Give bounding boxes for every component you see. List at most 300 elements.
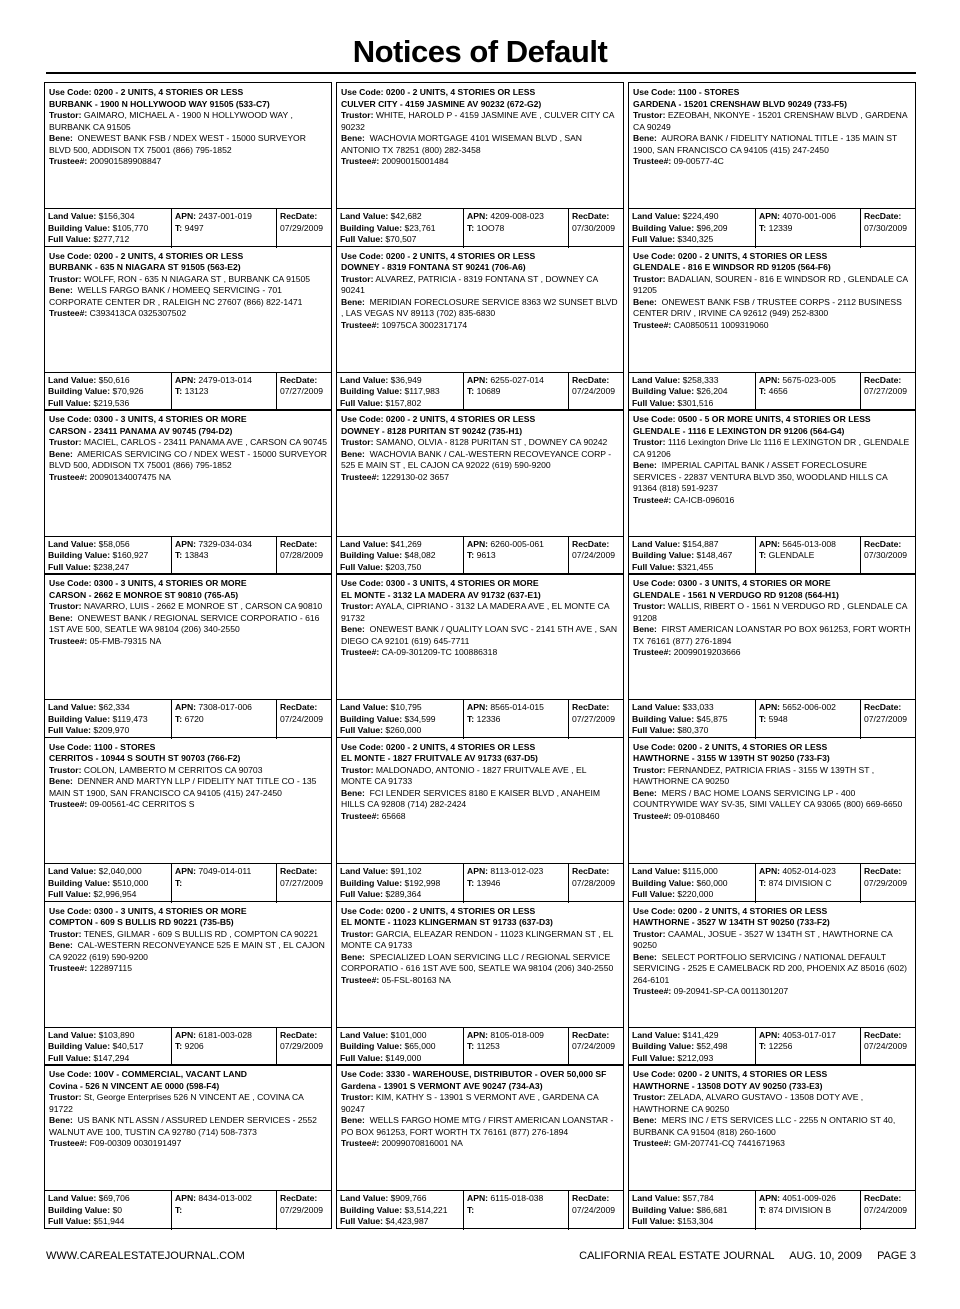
footer-website[interactable]: WWW.CAREALESTATEJOURNAL.COM — [46, 1250, 245, 1262]
t-line — [175, 878, 273, 890]
notice-card — [628, 246, 916, 411]
full-value: $2,996,954 — [93, 889, 137, 900]
use-code: Use Code: 3330 - WAREHOUSE, DISTRIBUTOR - OVER 50,000 SF — [341, 1069, 607, 1080]
use-code: Use Code: 0300 - 3 UNITS, 4 STORIES OR MORE — [341, 578, 539, 589]
property-headline: DOWNEY - 8319 FONTANA ST 90241 (706-A6) — [341, 262, 526, 273]
trustee-line — [49, 799, 327, 811]
trustor-value: FERNANDEZ, PATRICIA FRIAS - 3155 W 139TH ST , HAWTHORNE CA 90250 — [633, 764, 875, 787]
recdate-value: 07/27/2009 — [280, 877, 324, 888]
apn-value: 5652-006-002 — [782, 702, 836, 713]
notice-card — [628, 1064, 916, 1229]
notice-body — [45, 410, 331, 535]
use-code: Use Code: 0500 - 5 OR MORE UNITS, 4 STORIES OR LESS — [633, 414, 871, 425]
land-label: Land Value: — [48, 538, 97, 549]
t-value: 6720 — [184, 713, 204, 724]
use-code: Use Code: 100V - COMMERCIAL, VACANT LAND — [49, 1069, 247, 1080]
trustee-line — [633, 811, 911, 823]
notice-card — [44, 246, 332, 411]
apn-line — [759, 702, 857, 714]
recdate-value: 07/27/2009 — [572, 713, 616, 724]
full-value-line — [48, 1216, 168, 1228]
notice-card — [336, 246, 624, 411]
trustee-value: 1229130-02 3657 — [381, 471, 449, 482]
land-value-line — [632, 539, 752, 551]
recdate-cell — [276, 209, 331, 248]
building-label: Building Value: — [340, 386, 403, 397]
page-title: Notices of Default — [352, 34, 608, 69]
building-value-line — [632, 1041, 752, 1053]
notice-card — [628, 409, 916, 574]
recdate-label-text: RecDate: — [280, 1193, 318, 1204]
building-label: Building Value: — [48, 1041, 111, 1052]
trustee-label: Trustee#: — [341, 974, 380, 985]
building-value-line — [340, 550, 460, 562]
recdate-label-text: RecDate: — [864, 1193, 902, 1204]
use-code: Use Code: 0200 - 2 UNITS, 4 STORIES OR LESS — [49, 250, 244, 261]
t-value: 9613 — [476, 550, 496, 561]
footer — [46, 1250, 916, 1262]
bene-line — [633, 952, 911, 987]
land-label: Land Value: — [632, 211, 681, 222]
full-label: Full Value: — [48, 725, 91, 736]
t-line — [759, 550, 857, 562]
recdate-label-text: RecDate: — [280, 211, 318, 222]
land-value-line — [340, 1193, 460, 1205]
t-value: 5948 — [768, 713, 788, 724]
apn-value: 4051-009-026 — [782, 1193, 836, 1204]
values-row — [45, 372, 331, 410]
recdate-label-text: RecDate: — [572, 1029, 610, 1040]
recdate-cell — [568, 537, 623, 576]
trustor-line — [49, 110, 327, 133]
apn-value: 2437-001-019 — [198, 211, 252, 222]
apn-label: APN: — [467, 211, 489, 222]
trustor-line — [341, 110, 619, 133]
full-label: Full Value: — [632, 1052, 675, 1063]
trustee-value: 09-0108460 — [673, 810, 720, 821]
recdate-cell — [276, 537, 331, 576]
building-value: $70,926 — [112, 386, 144, 397]
full-label: Full Value: — [340, 725, 383, 736]
recdate-value: 07/24/2009 — [864, 1204, 908, 1215]
recdate-value: 07/29/2009 — [280, 1204, 324, 1215]
bene-value: ONEWEST BANK / REGIONAL SERVICE CORPORATIO - 616 1ST AVE 500, SEATLE WA 98104 (206) 340-2550 — [49, 612, 320, 635]
values-cell — [45, 1191, 171, 1230]
t-line — [467, 1041, 565, 1053]
building-value-line — [632, 1205, 752, 1217]
values-cell — [337, 537, 463, 576]
building-value: $119,473 — [112, 713, 148, 724]
trustor-value: KIM, KATHY S - 13901 S VERMONT AVE , GARDENA CA 90247 — [341, 1092, 599, 1114]
t-label: T: — [175, 713, 183, 724]
recdate-value: 07/29/2009 — [280, 1041, 324, 1052]
full-value-line — [340, 1053, 460, 1065]
bene-value: DENNER AND MARTYN LLP / FIDELITY NAT TITLE CO - 135 MAIN ST 1900, SAN FRANCISCO CA 94105 (415) 247-2450 — [49, 776, 317, 798]
apn-line — [759, 375, 857, 387]
use-code: Use Code: 0200 - 2 UNITS, 4 STORIES OR LESS — [341, 87, 536, 97]
notice-body — [45, 902, 331, 1027]
apn-label: APN: — [467, 1029, 489, 1040]
recdate-label — [572, 702, 620, 714]
values-cell — [629, 373, 755, 412]
use-code: Use Code: 0200 - 2 UNITS, 4 STORIES OR LESS — [49, 87, 244, 97]
recdate-value: 07/28/2009 — [572, 877, 616, 888]
building-value-line — [632, 878, 752, 890]
t-line — [175, 223, 273, 235]
building-value-line — [340, 1205, 460, 1217]
trustee-label: Trustee#: — [49, 156, 88, 166]
bene-value: WELLS FARGO HOME MTG / FIRST AMERICAN LOANSTAR - PO BOX 961253, FORT WORTH TX 76161 (877) 276-1894 — [341, 1115, 614, 1137]
full-value-line — [340, 889, 460, 901]
apn-line — [467, 375, 565, 387]
property-headline: GARDENA - 15201 CRENSHAW BLVD 90249 (733-F5) — [633, 98, 847, 109]
building-value-line — [340, 714, 460, 726]
building-label: Building Value: — [48, 877, 111, 888]
recdate-cell — [276, 864, 331, 903]
full-value: $321,455 — [677, 561, 714, 572]
trustor-line — [633, 929, 911, 952]
full-value: $209,970 — [93, 725, 130, 736]
trustee-value: 20099070816001 NA — [381, 1138, 463, 1149]
notice-card — [44, 82, 332, 247]
t-label: T: — [467, 713, 475, 724]
bene-line — [341, 788, 619, 811]
trustee-line — [341, 975, 619, 987]
apn-line — [175, 1193, 273, 1205]
apn-value: 5675-023-005 — [782, 374, 836, 385]
values-row — [337, 863, 623, 901]
bene-line — [49, 449, 327, 472]
trustee-value: 09-20941-SP-CA 0011301207 — [673, 986, 789, 997]
notice-card — [628, 82, 916, 247]
recdate-label-text: RecDate: — [280, 1029, 318, 1040]
full-label: Full Value: — [48, 1216, 91, 1227]
trustee-line — [49, 156, 327, 168]
building-value-line — [632, 714, 752, 726]
trustee-label: Trustee#: — [633, 1138, 672, 1149]
bene-line — [633, 788, 911, 811]
bene-line — [633, 133, 911, 156]
bene-value: AURORA BANK / FIDELITY NATIONAL TITLE - 135 MAIN ST 1900, SAN FRANCISCO CA 94105 (415) 247-2450 — [633, 133, 898, 155]
full-value-line — [340, 725, 460, 737]
values-row — [45, 1190, 331, 1228]
land-value: $909,766 — [390, 1193, 427, 1204]
apn-value: 4053-017-017 — [782, 1029, 836, 1040]
full-value-line — [632, 562, 752, 574]
full-value: $301,516 — [677, 397, 714, 408]
building-value-line — [340, 223, 460, 235]
notice-grid — [44, 82, 916, 1228]
property-headline: BURBANK - 635 N NIAGARA ST 91505 (563-E2) — [49, 262, 241, 273]
trustor-value: AYALA, CIPRIANO - 3132 LA MADERA AVE , EL MONTE CA 91732 — [341, 601, 610, 623]
apn-line — [759, 211, 857, 223]
recdate-cell — [860, 700, 915, 739]
bene-value: WACHOVIA BANK / CAL-WESTERN RECOVEYANCE CORP - 525 E MAIN ST , EL CAJON CA 92022 (619) 590-9200 — [341, 448, 612, 471]
apn-value: 7049-014-011 — [198, 866, 252, 877]
trustor-line — [633, 110, 911, 133]
apn-cell — [171, 373, 276, 412]
building-value-line — [340, 1041, 460, 1053]
trustor-line — [49, 601, 327, 613]
trustee-value: CA0850511 1009319060 — [673, 319, 769, 330]
t-value: 12256 — [768, 1041, 793, 1052]
full-value-line — [632, 889, 752, 901]
apn-line — [467, 702, 565, 714]
full-value: $157,802 — [385, 397, 422, 408]
building-label: Building Value: — [340, 1041, 403, 1052]
recdate-label — [280, 1030, 328, 1042]
trustor-line — [49, 765, 327, 777]
property-headline: CARSON - 2662 E MONROE ST 90810 (765-A5) — [49, 589, 239, 600]
recdate-cell — [568, 1028, 623, 1067]
trustor-label: Trustor: — [633, 601, 666, 612]
t-label: T: — [467, 1204, 475, 1215]
t-label: T: — [467, 550, 475, 561]
recdate-cell — [276, 1028, 331, 1067]
land-label: Land Value: — [340, 866, 389, 877]
values-cell — [337, 1191, 463, 1230]
trustor-label: Trustor: — [633, 764, 666, 775]
trustor-label: Trustor: — [341, 764, 374, 775]
t-value: 13946 — [476, 877, 501, 888]
full-label: Full Value: — [340, 889, 383, 900]
full-value: $153,304 — [677, 1216, 714, 1227]
property-headline: GLENDALE - 1116 E LEXINGTON DR 91206 (564-G4) — [633, 425, 845, 436]
trustee-line — [49, 1138, 327, 1150]
t-line — [175, 1205, 273, 1217]
use-code: Use Code: 1100 - STORES — [49, 741, 156, 752]
notice-card — [628, 901, 916, 1066]
apn-label: APN: — [759, 1193, 781, 1204]
apn-line — [175, 539, 273, 551]
notice-body — [45, 83, 331, 208]
t-value: 12339 — [768, 222, 793, 233]
apn-value: 6255-027-014 — [490, 374, 544, 385]
land-value: $42,682 — [390, 211, 422, 222]
t-line — [467, 223, 565, 235]
land-value: $2,040,000 — [98, 866, 142, 877]
apn-line — [759, 866, 857, 878]
values-row — [629, 1190, 915, 1228]
values-cell — [337, 700, 463, 739]
t-label: T: — [175, 1041, 183, 1052]
notice-card — [336, 409, 624, 574]
building-value: $34,599 — [404, 713, 436, 724]
notice-card — [44, 409, 332, 574]
apn-line — [467, 211, 565, 223]
bene-line — [633, 1115, 911, 1138]
land-value-line — [632, 1193, 752, 1205]
trustor-label: Trustor: — [49, 273, 82, 284]
land-label: Land Value: — [632, 702, 681, 713]
property-headline: EL MONTE - 3132 LA MADERA AV 91732 (637-E1) — [341, 589, 541, 600]
recdate-value: 07/24/2009 — [572, 1041, 616, 1052]
trustee-label: Trustee#: — [341, 1138, 380, 1149]
values-row — [629, 699, 915, 737]
values-row — [45, 208, 331, 246]
building-label: Building Value: — [632, 550, 695, 561]
notice-card — [44, 737, 332, 902]
building-label: Building Value: — [340, 550, 403, 561]
recdate-label — [864, 702, 912, 714]
bene-value: WELLS FARGO BANK / HOMEEQ SERVICING - 701 CORPORATE CENTER DR , RALEIGH NC 27607 (866) 822-1471 — [49, 285, 303, 307]
t-label: T: — [467, 222, 475, 233]
trustor-label: Trustor: — [341, 273, 374, 284]
building-value-line — [340, 386, 460, 398]
recdate-label-text: RecDate: — [864, 211, 902, 222]
values-row — [337, 372, 623, 410]
t-label: T: — [759, 877, 767, 888]
land-value-line — [632, 702, 752, 714]
building-value: $40,517 — [112, 1041, 144, 1052]
use-code: Use Code: 0200 - 2 UNITS, 4 STORIES OR LESS — [341, 741, 536, 752]
full-label: Full Value: — [632, 725, 675, 736]
trustee-label: Trustee#: — [341, 810, 380, 821]
values-row — [629, 1027, 915, 1065]
trustee-label: Trustee#: — [633, 156, 672, 166]
property-headline: CULVER CITY - 4159 JASMINE AV 90232 (672-G2) — [341, 98, 542, 109]
recdate-label — [280, 866, 328, 878]
recdate-label-text: RecDate: — [864, 702, 902, 713]
bene-value: ONEWEST BANK FSB / NDEX WEST - 15000 SURVEYOR BLVD 500, ADDISON TX 75001 (866) 795-1852 — [49, 133, 306, 155]
t-value: 1OO78 — [476, 222, 505, 233]
apn-label: APN: — [759, 1029, 781, 1040]
building-value-line — [48, 1041, 168, 1053]
t-label: T: — [175, 386, 183, 397]
values-cell — [629, 864, 755, 903]
notice-body — [629, 83, 915, 208]
apn-value: 4070-001-006 — [782, 211, 836, 222]
trustee-label: Trustee#: — [633, 319, 672, 330]
trustee-value: CA-09-301209-TC 100886318 — [381, 647, 498, 658]
bene-label: Bene: — [633, 1115, 657, 1126]
bene-label: Bene: — [341, 448, 365, 459]
apn-cell — [755, 537, 860, 576]
notice-body — [45, 738, 331, 863]
land-value: $10,795 — [390, 702, 422, 713]
recdate-label — [864, 375, 912, 387]
recdate-value: 07/27/2009 — [864, 386, 908, 397]
land-label: Land Value: — [48, 702, 97, 713]
t-line — [467, 714, 565, 726]
land-label: Land Value: — [48, 211, 97, 222]
recdate-label — [864, 211, 912, 223]
full-label: Full Value: — [632, 397, 675, 408]
recdate-value: 07/24/2009 — [572, 550, 616, 561]
recdate-value: 07/29/2009 — [864, 877, 908, 888]
full-value-line — [340, 398, 460, 410]
values-row — [337, 208, 623, 246]
trustee-line — [633, 156, 911, 168]
use-code: Use Code: 0300 - 3 UNITS, 4 STORIES OR MORE — [49, 414, 247, 425]
trustor-line — [49, 437, 327, 449]
building-value-line — [48, 878, 168, 890]
notice-body — [629, 410, 915, 535]
building-value-line — [48, 550, 168, 562]
apn-line — [467, 866, 565, 878]
trustee-label: Trustee#: — [341, 647, 380, 658]
building-value: $52,498 — [696, 1041, 728, 1052]
apn-value: 5645-013-008 — [782, 538, 836, 549]
bene-label: Bene: — [633, 133, 657, 143]
land-label: Land Value: — [340, 211, 389, 222]
land-value: $58,056 — [98, 538, 130, 549]
trustor-line — [341, 765, 619, 788]
trustor-value: EZEOBAH, NKONYE - 15201 CRENSHAW BLVD , GARDENA CA 90249 — [633, 110, 908, 132]
apn-label: APN: — [467, 374, 489, 385]
recdate-label-text: RecDate: — [280, 538, 318, 549]
recdate-value: 07/24/2009 — [572, 1204, 616, 1215]
building-label: Building Value: — [632, 1204, 695, 1215]
apn-value: 6181-003-028 — [198, 1029, 252, 1040]
trustor-label: Trustor: — [341, 928, 374, 939]
t-label: T: — [759, 1041, 767, 1052]
values-cell — [629, 537, 755, 576]
building-value: $23,761 — [404, 222, 436, 233]
trustor-label: Trustor: — [49, 764, 82, 775]
t-value: 13123 — [184, 386, 209, 397]
full-value: $203,750 — [385, 561, 422, 572]
land-label: Land Value: — [632, 1029, 681, 1040]
building-label: Building Value: — [340, 222, 403, 233]
recdate-label — [280, 375, 328, 387]
use-code: Use Code: 0200 - 2 UNITS, 4 STORIES OR LESS — [341, 414, 536, 425]
notice-body — [629, 247, 915, 372]
trustee-line — [49, 636, 327, 648]
notice-body — [337, 738, 623, 863]
full-label: Full Value: — [632, 889, 675, 900]
trustor-label: Trustor: — [341, 437, 374, 448]
trustor-value: SAMANO, OLVIA - 8128 PURITAN ST , DOWNEY CA 90242 — [375, 437, 608, 448]
recdate-label — [572, 866, 620, 878]
notice-card — [628, 573, 916, 738]
apn-label: APN: — [467, 538, 489, 549]
recdate-value: 07/24/2009 — [280, 713, 324, 724]
trustor-line — [633, 765, 911, 788]
values-row — [337, 1027, 623, 1065]
trustor-value: GAIMARO, MICHAEL A - 1900 N HOLLYWOOD WAY , BURBANK CA 91505 — [49, 110, 293, 132]
values-row — [629, 208, 915, 246]
trustee-line — [341, 156, 619, 168]
building-value: $26,204 — [696, 386, 728, 397]
bene-value: SPECIALIZED LOAN SERVICING LLC / REGIONAL SERVICE CORPORATIO - 616 1ST AVE 500, SEATLE WA 98104 (206) 340-2550 — [341, 951, 614, 974]
bene-value: MERIDIAN FORECLOSURE SERVICE 8363 W2 SUNSET BLVD , LAS VEGAS NV 89113 (702) 835-6830 — [341, 296, 618, 319]
land-value: $91,102 — [390, 866, 422, 877]
recdate-cell — [860, 537, 915, 576]
t-label: T: — [759, 222, 767, 233]
bene-label: Bene: — [49, 612, 73, 623]
recdate-label — [280, 539, 328, 551]
values-row — [629, 536, 915, 574]
building-value: $48,082 — [404, 550, 436, 561]
t-line — [467, 550, 565, 562]
apn-line — [467, 1193, 565, 1205]
apn-cell — [755, 209, 860, 248]
bene-label: Bene: — [633, 460, 657, 471]
building-label: Building Value: — [48, 222, 111, 233]
building-label: Building Value: — [632, 386, 695, 397]
apn-line — [467, 1030, 565, 1042]
trustee-value: 09-00577-4C — [673, 156, 724, 166]
trustee-label: Trustee#: — [49, 308, 88, 319]
bene-line — [49, 613, 327, 636]
t-line — [759, 1041, 857, 1053]
land-value: $156,304 — [98, 211, 135, 222]
trustor-value: ZELADA, ALVARO GUSTAVO - 13508 DOTY AVE , HAWTHORNE CA 90250 — [633, 1092, 864, 1114]
bene-label: Bene: — [341, 1115, 365, 1126]
trustee-line — [633, 647, 911, 659]
apn-label: APN: — [759, 702, 781, 713]
